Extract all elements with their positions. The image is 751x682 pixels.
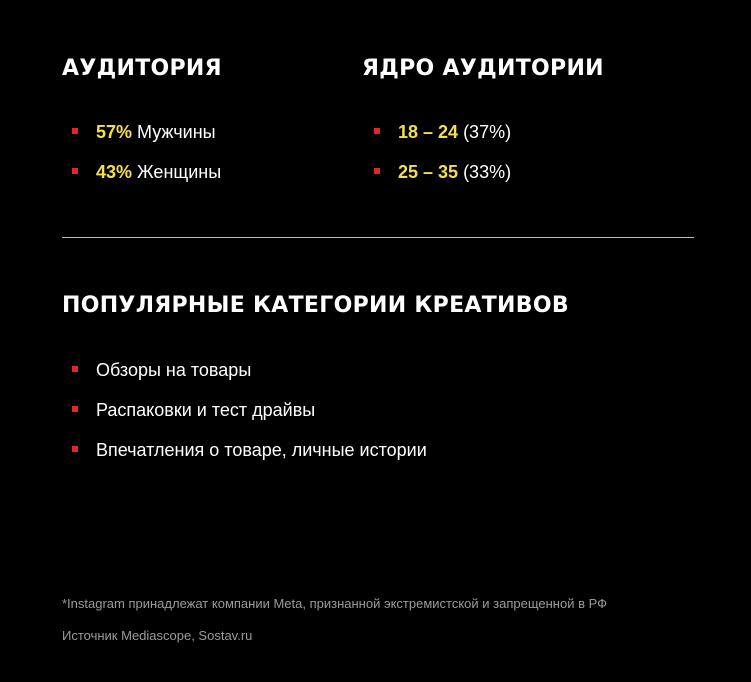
bullet-marker (72, 406, 78, 412)
bullet-marker (72, 366, 78, 372)
categories-title: ПОПУЛЯРНЫЕ КАТЕГОРИИ КРЕАТИВОВ (62, 293, 569, 318)
bullet-marker (374, 168, 380, 174)
bullet-marker (72, 128, 78, 134)
audience-male-label: Мужчины (132, 121, 216, 142)
category-item: Обзоры на товары (96, 359, 252, 380)
audience-male-percent: 57% (96, 121, 133, 142)
list-item (72, 152, 221, 192)
source-note: Источник Mediascope, Sostav.ru (62, 628, 253, 643)
categories-list (72, 350, 427, 470)
bullet-marker (374, 128, 380, 134)
list-item (72, 350, 427, 390)
list-item (72, 390, 427, 430)
core-age-range: 25 – 35 (398, 161, 459, 182)
core-list (374, 112, 511, 192)
section-divider (62, 237, 694, 238)
footnote: *Instagram принадлежат компании Meta, признанной экстремистской и запрещенной в РФ (62, 596, 608, 611)
list-item (374, 152, 511, 192)
list-item (374, 112, 511, 152)
core-age-range: 18 – 24 (398, 121, 459, 142)
bullet-marker (72, 168, 78, 174)
audience-female-percent: 43% (96, 161, 133, 182)
bullet-marker (72, 446, 78, 452)
core-age-share: (33%) (458, 161, 512, 182)
category-item: Впечатления о товаре, личные истории (96, 439, 427, 460)
category-item: Распаковки и тест драйвы (96, 399, 316, 420)
core-title: ЯДРО АУДИТОРИИ (362, 56, 604, 81)
audience-title: АУДИТОРИЯ (62, 56, 222, 81)
audience-list (72, 112, 221, 192)
audience-female-label: Женщины (132, 161, 222, 182)
core-age-share: (37%) (458, 121, 512, 142)
list-item (72, 430, 427, 470)
list-item (72, 112, 221, 152)
